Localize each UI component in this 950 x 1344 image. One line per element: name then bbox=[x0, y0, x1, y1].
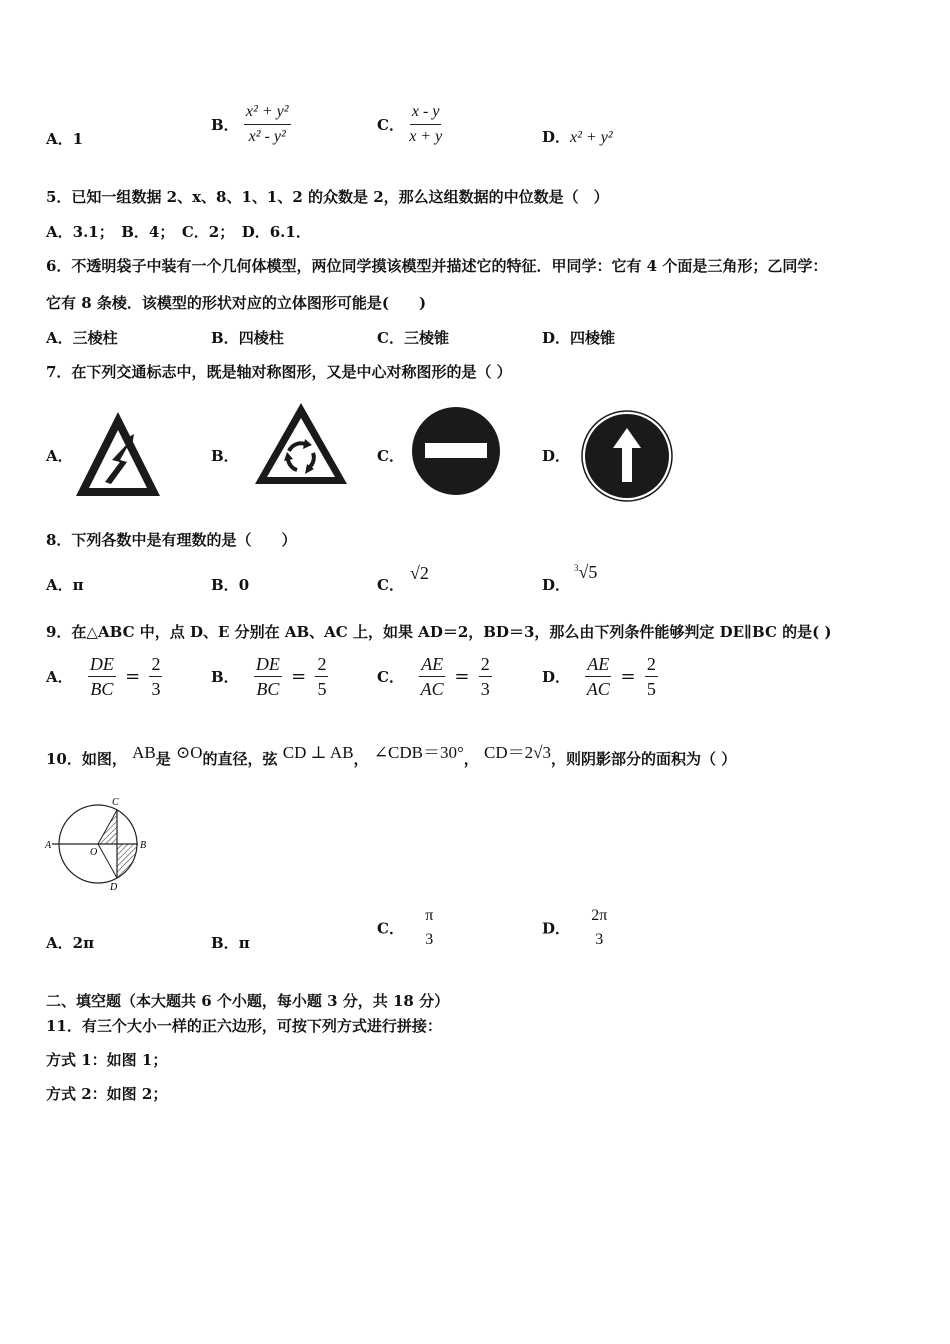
q10-option-c[interactable]: C． π 3 bbox=[377, 907, 434, 948]
q4-b-fraction: $\frac{\text{x² + y²}}{\text{x² - y²}}$ bbox=[245, 103, 289, 145]
q9-b-rhs: $\frac{2}{5}$ bbox=[317, 654, 327, 699]
q9-option-d[interactable]: D． $\frac{AE}{AC}$ = $\frac{2}{5}$ bbox=[542, 654, 656, 699]
q6-option-a[interactable]: A．三棱柱 bbox=[46, 329, 118, 347]
label-c: C bbox=[112, 797, 119, 808]
q4-c-fraction: $\frac{x - y}{x + y}$ bbox=[409, 103, 443, 145]
q10-option-a[interactable]: A．2π bbox=[46, 934, 95, 952]
q10-option-b[interactable]: B．π bbox=[211, 934, 250, 952]
q6-option-d[interactable]: D．四棱锥 bbox=[542, 329, 616, 347]
q10-option-d[interactable]: D． 2π 3 bbox=[542, 907, 608, 948]
q9-c-rhs: $\frac{2}{3}$ bbox=[480, 654, 490, 699]
q11-way2: 方式 2：如图 2； bbox=[46, 1085, 168, 1103]
q9-stem: 9．在△ABC 中，点 D、E 分别在 AB、AC 上，如果 AD＝2，BD＝3，那么由下列条件能够判定 DE∥BC 的是( ) bbox=[46, 623, 832, 641]
q8-option-d[interactable]: D． bbox=[542, 576, 571, 594]
q10-d-fraction: 2π 3 bbox=[591, 907, 608, 948]
q7-option-d[interactable]: D． bbox=[542, 447, 571, 465]
label-a: A bbox=[45, 840, 52, 851]
q4-option-c[interactable]: C． $\frac{x - y}{x + y}$ bbox=[377, 103, 443, 145]
q8-d-cbrt5: $^3$√5 bbox=[574, 562, 598, 582]
q9-d-lhs: $\frac{AE}{AC}$ bbox=[586, 654, 610, 699]
q5-options[interactable]: A．3.1； B．4； C．2； D．6.1． bbox=[46, 223, 311, 241]
q8-option-a[interactable]: A．π bbox=[46, 576, 84, 594]
q10-circle-figure bbox=[42, 794, 154, 894]
q7-stem: 7．在下列交通标志中，既是轴对称图形，又是中心对称图形的是（ ） bbox=[46, 363, 512, 381]
q8-stem: 8．下列各数中是有理数的是（ ） bbox=[46, 531, 297, 549]
q6-option-c[interactable]: C．三棱锥 bbox=[377, 329, 449, 347]
q7-option-a[interactable]: A． bbox=[46, 447, 73, 465]
label-b: B bbox=[140, 840, 147, 851]
q4-option-a[interactable]: A．1 bbox=[46, 130, 84, 148]
q4-option-b[interactable]: B． $\frac{\text{x² + y²}}{\text{x² - y²}}$ bbox=[211, 103, 289, 145]
q9-a-lhs: $\frac{DE}{BC}$ bbox=[89, 654, 114, 699]
q5-stem: 5．已知一组数据 2、x、8、1、1、2 的众数是 2，那么这组数据的中位数是（ ） bbox=[46, 188, 609, 206]
label-o: O bbox=[90, 847, 98, 858]
q9-c-lhs: $\frac{AE}{AC}$ bbox=[420, 654, 444, 699]
q4-option-d[interactable]: D．x² + y² bbox=[542, 128, 613, 146]
sign-roundabout-icon bbox=[252, 400, 350, 488]
q9-option-c[interactable]: C． $\frac{AE}{AC}$ = $\frac{2}{3}$ bbox=[377, 654, 490, 699]
sign-straight-ahead-icon bbox=[581, 410, 673, 502]
q9-d-rhs: $\frac{2}{5}$ bbox=[646, 654, 656, 699]
q8-option-b[interactable]: B．0 bbox=[211, 576, 250, 594]
q8-c-sqrt2: √2 bbox=[410, 563, 429, 583]
sign-no-entry-icon bbox=[411, 406, 501, 496]
section2-title: 二、填空题（本大题共 6 个小题，每小题 3 分，共 18 分） bbox=[46, 992, 450, 1010]
q6-stem-line1: 6．不透明袋子中装有一个几何体模型，两位同学摸该模型并描述它的特征．甲同学：它有 4 个面是三角形；乙同学： bbox=[46, 257, 828, 275]
q11-stem: 11．有三个大小一样的正六边形，可按下列方式进行拼接： bbox=[46, 1017, 442, 1035]
q9-option-b[interactable]: B． $\frac{DE}{BC}$ = $\frac{2}{5}$ bbox=[211, 654, 327, 699]
q10-stem: 10．如图， AB是 ⊙O的直径，弦 CD ⊥ AB， ∠CDB＝30°， CD＝2√3，则阴影部分的面积为（ ） bbox=[46, 743, 737, 768]
q9-option-a[interactable]: A． $\frac{DE}{BC}$ = $\frac{2}{3}$ bbox=[46, 654, 161, 699]
q8-option-c[interactable]: C． bbox=[377, 576, 404, 594]
q6-option-b[interactable]: B．四棱柱 bbox=[211, 329, 284, 347]
q6-stem-line2: 它有 8 条棱．该模型的形状对应的立体图形可能是( ) bbox=[46, 294, 427, 312]
sign-double-bend-icon bbox=[72, 408, 164, 500]
q9-a-rhs: $\frac{2}{3}$ bbox=[151, 654, 161, 699]
q7-option-b[interactable]: B． bbox=[211, 447, 239, 465]
q7-option-c[interactable]: C． bbox=[377, 447, 404, 465]
q9-b-lhs: $\frac{DE}{BC}$ bbox=[255, 654, 280, 699]
q11-way1: 方式 1：如图 1； bbox=[46, 1051, 168, 1069]
q10-c-fraction: π 3 bbox=[425, 907, 434, 948]
label-d: D bbox=[110, 882, 118, 893]
